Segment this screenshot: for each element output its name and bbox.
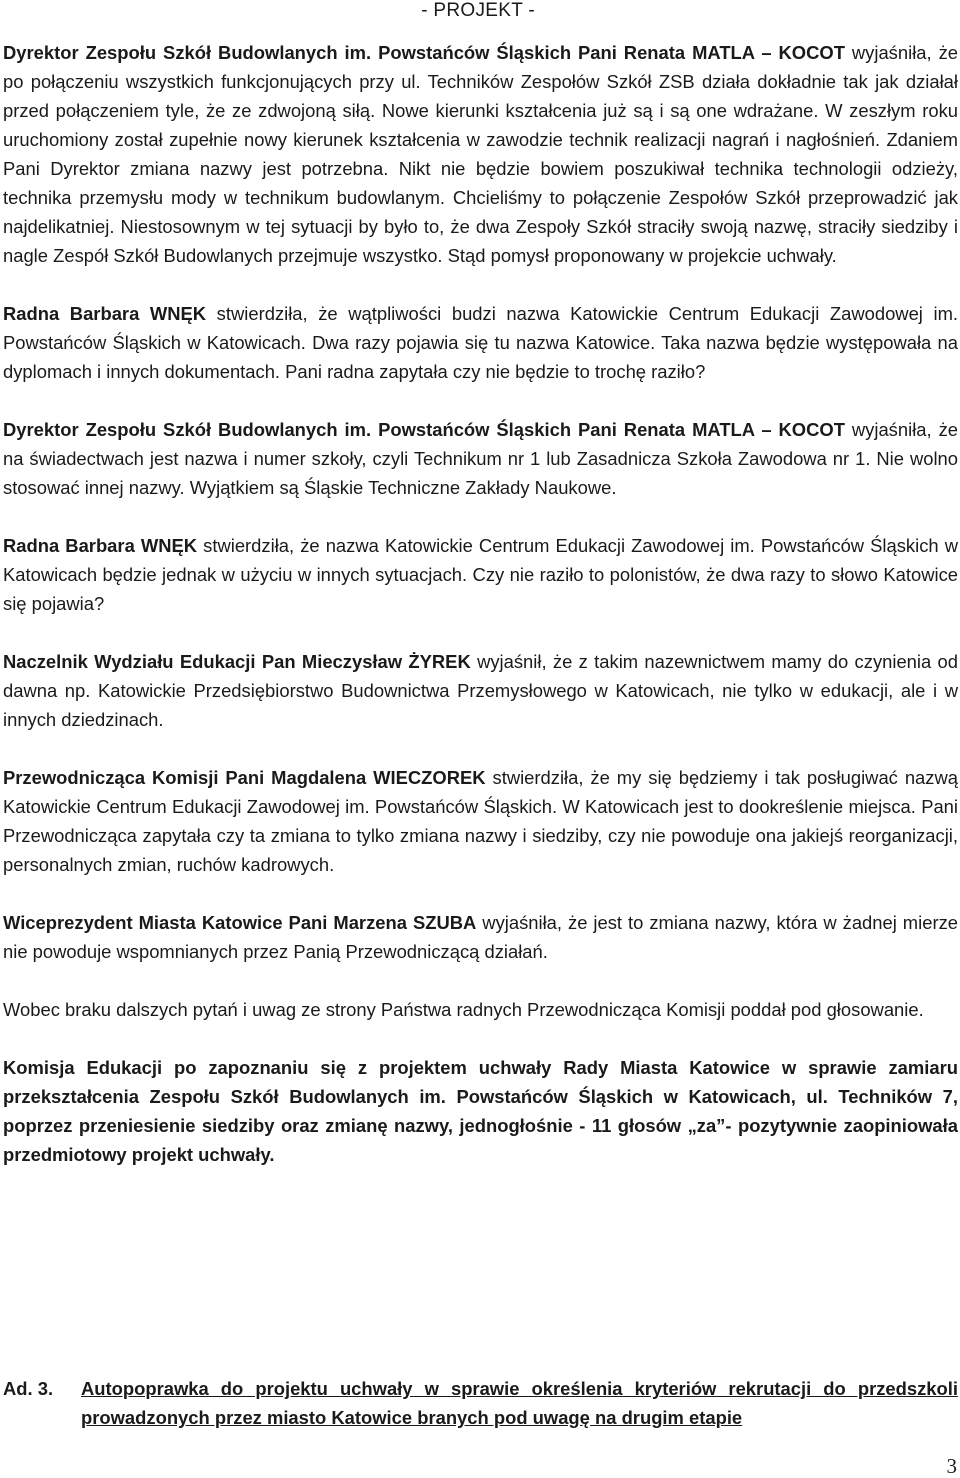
speaker-name: Wiceprezydent Miasta Katowice Pani Marzena SZUBA [3,912,477,933]
speaker-name: Przewodnicząca Komisji Pani Magdalena WIECZOREK [3,767,486,788]
paragraph [3,995,958,1024]
resolution-text: Komisja Edukacji po zapoznaniu się z projektem uchwały Rady Miasta Katowice w sprawie zamiaru przekształcenia Zespołu Szkół Budowlanych im. Powstańców Śląskich w Katowicach, ul. Techników 7, poprzez przeniesienie siedziby oraz zmianę nazwy, jednogłośnie - 11 głosów „za”- pozytywnie zaopiniowała przedmiotowy projekt uchwały. [3,1057,958,1165]
paragraph [3,38,958,270]
paragraph [3,531,958,618]
speaker-name: Dyrektor Zespołu Szkół Budowlanych im. Powstańców Śląskich Pani Renata MATLA – KOCOT [3,42,845,63]
speaker-name: Radna Barbara WNĘK [3,535,198,556]
paragraph [3,763,958,879]
page-number: 3 [946,1454,957,1478]
paragraph [3,299,958,386]
paragraph-text: stwierdziła, że wątpliwości budzi nazwa Katowickie Centrum Edukacji Zawodowej im. Powstańców Śląskich w Katowicach. Dwa razy pojawia się tu nazwa Katowice. Taka nazwa będzie występowała na dyplomach i innych dokumentach. Pani radna zapytała czy nie będzie to trochę raziło? [3,303,958,382]
document-body [3,38,958,1198]
paragraph-text: Wobec braku dalszych pytań i uwag ze strony Państwa radnych Przewodnicząca Komisji poddał pod głosowanie. [3,999,924,1020]
paragraph-text: wyjaśniła, że jest to zmiana nazwy, która w żadnej mierze nie powoduje wspomnianych przez Panią Przewodniczącą działań. [3,912,958,962]
agenda-title: Autopoprawka do projektu uchwały w sprawie określenia kryteriów rekrutacji do przedszkoli prowadzonych przez miasto Katowice branych pod uwagę na drugim etapie [81,1378,958,1428]
paragraph [3,415,958,502]
agenda-label: Ad. 3. [3,1378,54,1399]
speaker-name: Dyrektor Zespołu Szkół Budowlanych im. Powstańców Śląskich Pani Renata MATLA – KOCOT [3,419,845,440]
paragraph-text: wyjaśniła, że na świadectwach jest nazwa i numer szkoły, czyli Technikum nr 1 lub Zasadnicza Szkoła Zawodowa nr 1. Nie wolno stosować innej nazwy. Wyjątkiem są Śląskie Techniczne Zakłady Naukowe. [3,419,958,498]
project-label: - PROJEKT - [421,0,535,21]
speaker-name: Naczelnik Wydziału Edukacji Pan Mieczysław ŻYREK [3,651,471,672]
paragraph-text: wyjaśniła, że po połączeniu wszystkich funkcjonujących przy ul. Techników Zespołów Szkół ZSB działa dokładnie tak jak działał przed połączeniem tyle, że ze zdwojoną siłą. Nowe kierunki kształcenia już są i są one wdrażane. W zeszłym roku uruchomiony został zupełnie nowy kierunek kształcenia w zawodzie technik realizacji nagrań i nagłośnień. Zdaniem Pani Dyrektor zmiana nazwy jest potrzebna. Nikt nie będzie bowiem poszukiwał technika technologii odzieży, technika przemysłu mody w technikum budowlanym. Chcieliśmy to połączenie Zespołów Szkół przeprowadzić jak najdelikatniej. Niestosownym w tej sytuacji by było to, że dwa Zespoły Szkół straciły swoją nazwę, straciły siedziby i nagle Zespół Szkół Budowlanych przejmuje wszystko. Stąd pomysł proponowany w projekcie uchwały. [3,42,958,266]
paragraph [3,647,958,734]
resolution-paragraph [3,1053,958,1169]
paragraph-text: wyjaśnił, że z takim nazewnictwem mamy do czynienia od dawna np. Katowickie Przedsiębiorstwo Budownictwa Przemysłowego w Katowicach, nie tylko w edukacji, ale i w innych dziedzinach. [3,651,959,730]
paragraph-text: stwierdziła, że nazwa Katowickie Centrum Edukacji Zawodowej im. Powstańców Śląskich w Katowicach będzie jednak w użyciu w innych sytuacjach. Czy nie raziło to polonistów, że dwa razy to słowo Katowice się pojawia? [3,535,959,614]
page-header [0,0,960,22]
agenda-item [3,1374,958,1432]
paragraph [3,908,958,966]
speaker-name: Radna Barbara WNĘK [3,303,207,324]
paragraph-text: stwierdziła, że my się będziemy i tak posługiwać nazwą Katowickie Centrum Edukacji Zawodowej im. Powstańców Śląskich. W Katowicach jest to dookreślenie miejsca. Pani Przewodnicząca zapytała czy ta zmiana to tylko zmiana nazwy i siedziby, czy nie powoduje ona jakiejś reorganizacji, personalnych zmian, ruchów kadrowych. [3,767,958,875]
